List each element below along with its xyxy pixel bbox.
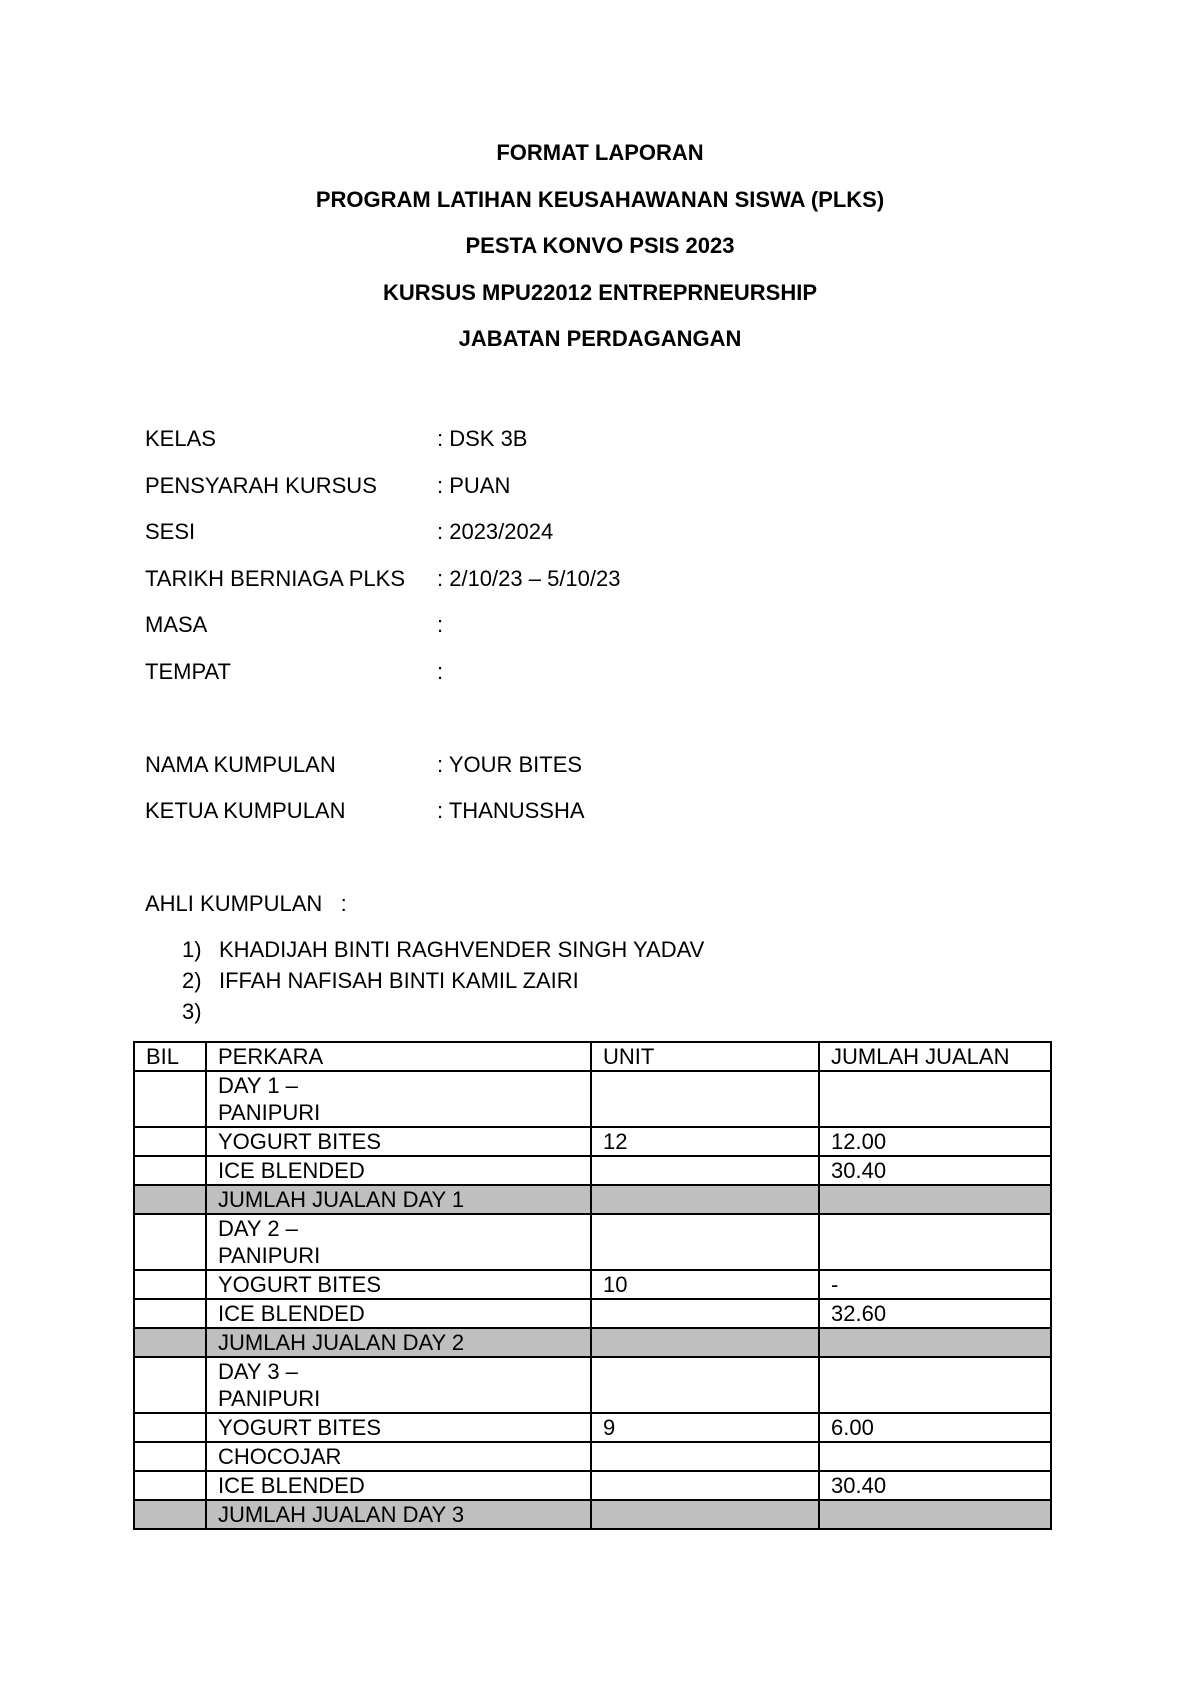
cell-unit: 9 (591, 1413, 819, 1442)
cell-perkara: JUMLAH JUALAN DAY 2 (206, 1328, 591, 1357)
info-value: : (437, 659, 444, 684)
cell-bil (134, 1299, 206, 1328)
info-value: : 2023/2024 (437, 519, 554, 544)
cell-perkara: DAY 2 – PANIPURI (206, 1214, 591, 1270)
cell-unit (591, 1071, 819, 1127)
report-title-block (0, 140, 1200, 376)
cell-jumlah (819, 1357, 1051, 1413)
department-name: JABATAN PERDAGANGAN (458, 326, 742, 351)
cell-jumlah (819, 1185, 1051, 1214)
info-value: : YOUR BITES (437, 752, 583, 777)
info-value: : 2/10/23 – 5/10/23 (437, 566, 621, 591)
table-row (134, 1413, 1051, 1442)
table-row (134, 1270, 1051, 1299)
info-value: : PUAN (437, 473, 511, 498)
column-header-bil: BIL (134, 1042, 206, 1071)
cell-bil (134, 1185, 206, 1214)
member-number: 2) (182, 968, 202, 993)
column-header-perkara: PERKARA (206, 1042, 591, 1071)
sales-table (133, 1041, 1052, 1530)
cell-unit (591, 1185, 819, 1214)
course-name: KURSUS MPU22012 ENTREPRNEURSHIP (383, 279, 817, 305)
table-row (134, 1442, 1051, 1471)
table-row (134, 1156, 1051, 1185)
cell-bil (134, 1357, 206, 1413)
info-label: SESI (145, 519, 196, 544)
info-label: MASA (145, 612, 208, 637)
cell-perkara: CHOCOJAR (206, 1442, 591, 1471)
cell-unit (591, 1471, 819, 1500)
cell-perkara: ICE BLENDED (206, 1156, 591, 1185)
members-label: AHLI KUMPULAN : (145, 891, 347, 916)
table-row (134, 1357, 1051, 1413)
cell-bil (134, 1500, 206, 1529)
table-row (134, 1471, 1051, 1500)
info-value: : (437, 612, 444, 637)
cell-perkara: DAY 3 – PANIPURI (206, 1357, 591, 1413)
cell-bil (134, 1442, 206, 1471)
cell-perkara: YOGURT BITES (206, 1270, 591, 1299)
table-header-row (134, 1042, 1051, 1071)
table-row (134, 1214, 1051, 1270)
table-row (134, 1185, 1051, 1214)
report-title: FORMAT LAPORAN (496, 140, 704, 165)
table-row (134, 1071, 1051, 1127)
info-label: TARIKH BERNIAGA PLKS (145, 566, 406, 591)
info-value: : DSK 3B (437, 426, 528, 451)
cell-unit: 12 (591, 1127, 819, 1156)
cell-bil (134, 1214, 206, 1270)
member-name: IFFAH NAFISAH BINTI KAMIL ZAIRI (219, 968, 579, 993)
cell-jumlah (819, 1071, 1051, 1127)
member-name: KHADIJAH BINTI RAGHVENDER SINGH YADAV (219, 937, 705, 962)
cell-jumlah: 6.00 (819, 1413, 1051, 1442)
cell-perkara: ICE BLENDED (206, 1299, 591, 1328)
cell-unit (591, 1299, 819, 1328)
column-header-unit: UNIT (591, 1042, 819, 1071)
program-name: PROGRAM LATIHAN KEUSAHAWANAN SISWA (PLKS) (315, 186, 885, 212)
cell-jumlah (819, 1328, 1051, 1357)
table-row (134, 1127, 1051, 1156)
cell-bil (134, 1071, 206, 1127)
cell-perkara: DAY 1 – PANIPURI (206, 1071, 591, 1127)
cell-unit (591, 1214, 819, 1270)
table-row (134, 1328, 1051, 1357)
cell-perkara: YOGURT BITES (206, 1413, 591, 1442)
info-label: PENSYARAH KURSUS (145, 473, 377, 498)
cell-jumlah: 32.60 (819, 1299, 1051, 1328)
cell-bil (134, 1471, 206, 1500)
cell-bil (134, 1413, 206, 1442)
cell-jumlah: 30.40 (819, 1156, 1051, 1185)
info-label: TEMPAT (145, 659, 231, 684)
cell-jumlah (819, 1214, 1051, 1270)
info-label: KELAS (145, 426, 216, 451)
cell-unit (591, 1156, 819, 1185)
cell-unit (591, 1442, 819, 1471)
member-number: 1) (182, 937, 202, 962)
cell-unit (591, 1500, 819, 1529)
cell-jumlah: - (819, 1270, 1051, 1299)
cell-jumlah: 30.40 (819, 1471, 1051, 1500)
table-row (134, 1299, 1051, 1328)
cell-perkara: ICE BLENDED (206, 1471, 591, 1500)
table-row (134, 1500, 1051, 1529)
cell-bil (134, 1328, 206, 1357)
cell-jumlah (819, 1442, 1051, 1471)
cell-perkara: YOGURT BITES (206, 1127, 591, 1156)
cell-perkara: JUMLAH JUALAN DAY 1 (206, 1185, 591, 1214)
cell-unit (591, 1357, 819, 1413)
cell-jumlah: 12.00 (819, 1127, 1051, 1156)
cell-perkara: JUMLAH JUALAN DAY 3 (206, 1500, 591, 1529)
cell-jumlah (819, 1500, 1051, 1529)
column-header-jumlah: JUMLAH JUALAN (819, 1042, 1051, 1071)
cell-bil (134, 1127, 206, 1156)
event-name: PESTA KONVO PSIS 2023 (465, 233, 735, 258)
cell-unit (591, 1328, 819, 1357)
info-label: KETUA KUMPULAN (145, 798, 346, 823)
cell-unit: 10 (591, 1270, 819, 1299)
cell-bil (134, 1270, 206, 1299)
member-number: 3) (182, 999, 202, 1024)
cell-bil (134, 1156, 206, 1185)
info-value: : THANUSSHA (437, 798, 585, 823)
info-label: NAMA KUMPULAN (145, 752, 336, 777)
